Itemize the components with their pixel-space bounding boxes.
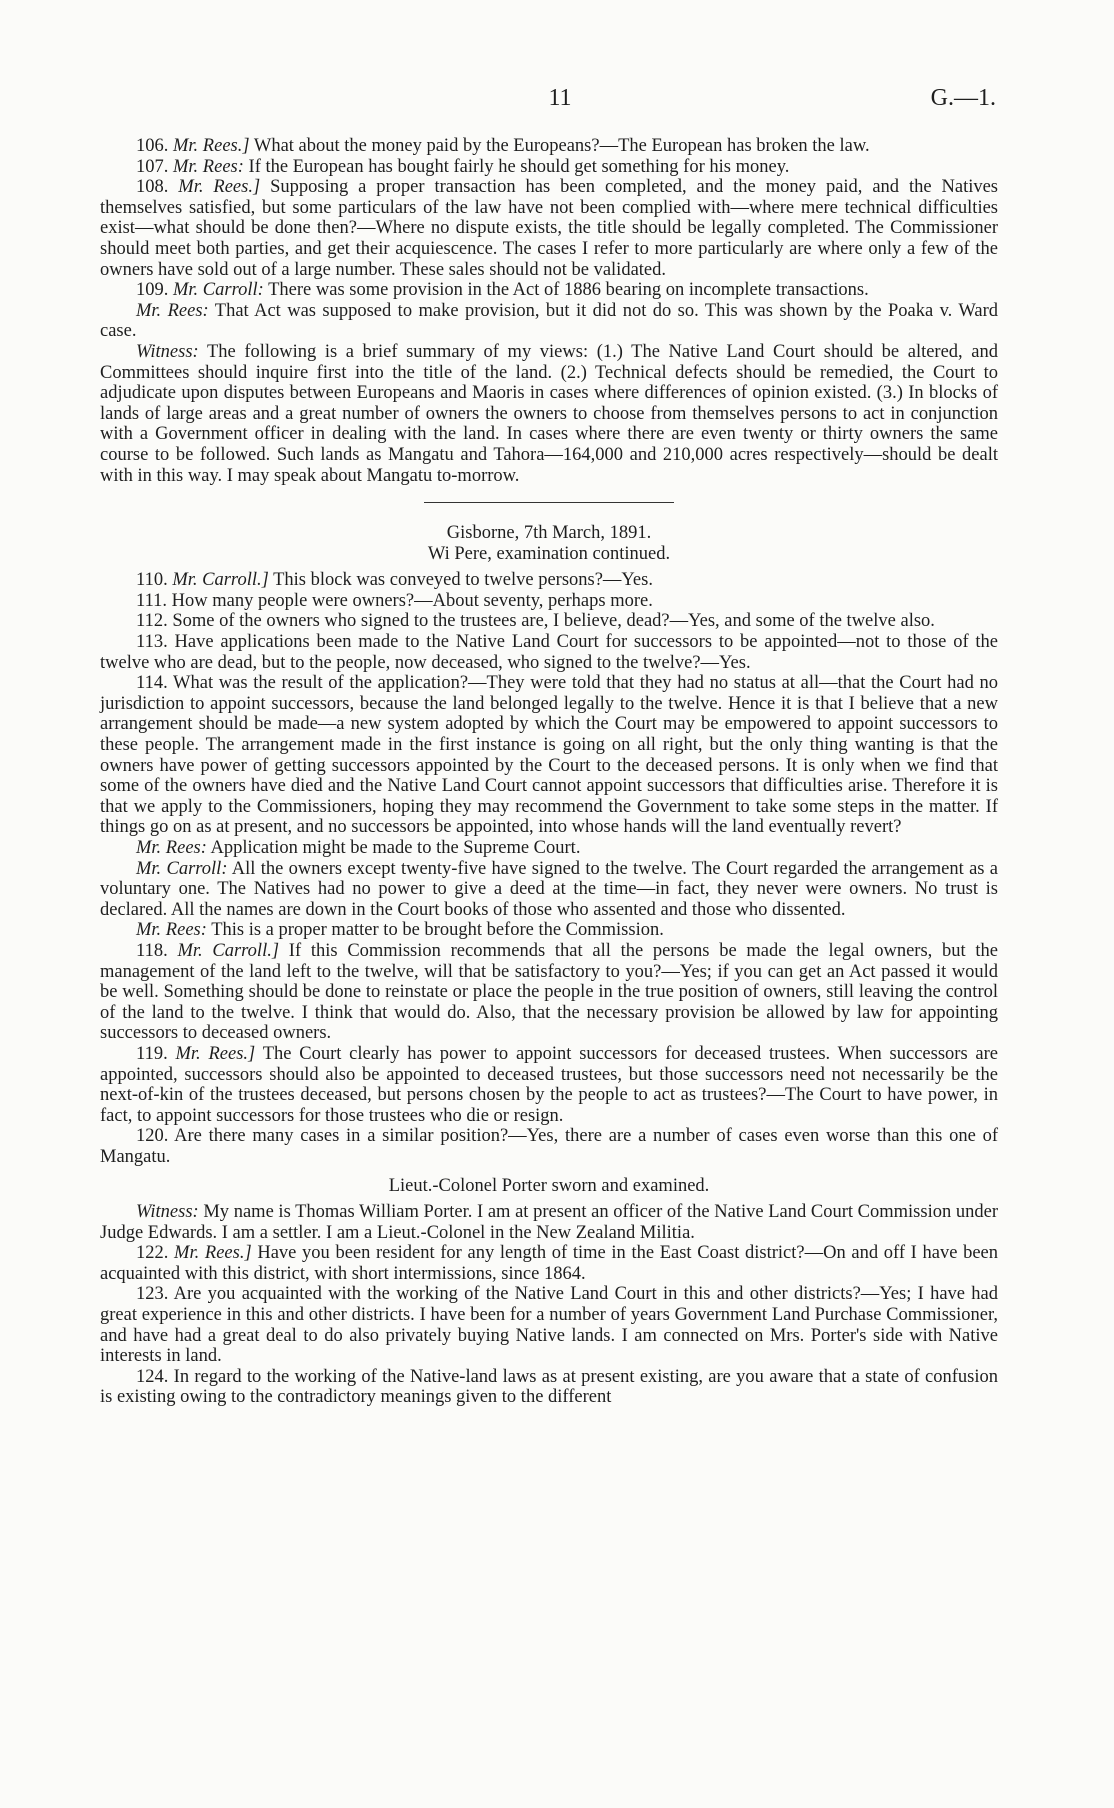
document-reference: G.—1. bbox=[930, 85, 996, 111]
paragraph: 108. Mr. Rees.] Supposing a proper transaction has been completed, and the money paid, and the Natives themselves satisfied, but some particulars of the law have not been complied with—where mere technical difficulties exist—what should be done then?—Where no dispute exists, the title should be legally completed. The Commissioner should meet both parties, and get their acquiescence. The cases I refer to more particularly are where only a few of the owners have sold out of a large number. These sales should not be validated. bbox=[100, 177, 999, 280]
paragraph: 122. Mr. Rees.] Have you been resident for any length of time in the East Coast district?—On and off I have been acquainted with this district, with short intermissions, since 1864. bbox=[100, 1243, 999, 1284]
paragraph: Mr. Carroll: All the owners except twenty-five have signed to the twelve. The Court regarded the arrangement as a voluntary one. The Natives had no power to give a deed at the time—in fact, they never were owners. No trust is declared. All the names are down in the Court books of those who assented and those who dissented. bbox=[100, 858, 998, 920]
page-number: 11 bbox=[548, 85, 572, 111]
paragraph: 124. In regard to the working of the Native-land laws as at present existing, are you aware that a state of confusion is existing owing to the contradictory meanings given to the different bbox=[100, 1366, 999, 1408]
session-place-date: Gisborne, 7th March, 1891. bbox=[446, 523, 652, 544]
paragraph: Mr. Rees: Application might be made to the Supreme Court. bbox=[136, 838, 581, 858]
paragraph: Mr. Rees: This is a proper matter to be brought before the Commission. bbox=[136, 920, 664, 941]
paragraph: 113. Have applications been made to the Native Land Court for successors to be appointed—not to those of the twelve who are dead, but to the people, now deceased, who signed to the twelve?—Yes. bbox=[100, 632, 999, 673]
paragraph: 106. Mr. Rees.] What about the money paid by the Europeans?—The European has broken the law. bbox=[136, 136, 870, 156]
paragraph: 107. Mr. Rees: If the European has bought fairly he should get something for his money. bbox=[136, 156, 790, 177]
session-witness: Wi Pere, examination continued. bbox=[427, 543, 671, 564]
minutes-block-2 bbox=[100, 570, 998, 1167]
document-body bbox=[100, 136, 998, 1408]
paragraph: 111. How many people were owners?—About seventy, perhaps more. bbox=[136, 590, 653, 611]
paragraph: 110. Mr. Carroll.] This block was conveyed to twelve persons?—Yes. bbox=[136, 570, 653, 591]
paragraph: 114. What was the result of the application?—They were told that they had no status at all—that the Court had no jurisdiction to appoint successors, because the land belonged legally to the twelve. Hence it is that I believe that a new arrangement should be made—a new system adopted by which the Court may be empowered to appoint successors to these people. The arrangement made in the first instance is going on all right, but the only thing wanting is that the owners have power of getting successors appointed by the Court to the deceased persons. It is only when we find that some of the owners have died and the Native Land Court cannot appoint successors that difficulties arise. Therefore it is that we apply to the Commissioners, hoping they may recommend the Government to take some steps in the matter. If things go on as at present, and no successors be appointed, into whose hands will the land eventually revert? bbox=[100, 673, 998, 838]
paragraph: 112. Some of the owners who signed to the trustees are, I believe, dead?—Yes, and some of the twelve also. bbox=[136, 611, 935, 632]
paragraph: 120. Are there many cases in a similar position?—Yes, there are a number of cases even worse than this one of Mangatu. bbox=[100, 1126, 998, 1167]
paragraph: Witness: My name is Thomas William Porter. I am at present an officer of the Native Land Court Commission under Judge Edwards. I am a settler. I am a Lieut.-Colonel in the New Zealand Militia. bbox=[100, 1202, 998, 1243]
paragraph: 109. Mr. Carroll: There was some provision in the Act of 1886 bearing on incomplete transactions. bbox=[136, 280, 869, 301]
paragraph: 119. Mr. Rees.] The Court clearly has power to appoint successors for deceased trustees. When successors are appointed, successors should also be appointed to deceased trustees, but those successors need not necessarily be the next-of-kin of the trustees deceased, but persons chosen by the people to act as trustees?—The Court to have power, in fact, to appoint successors for those trustees who die or resign. bbox=[100, 1043, 999, 1126]
minutes-block-3 bbox=[100, 1202, 998, 1408]
section-divider bbox=[424, 502, 674, 503]
paragraph: Witness: The following is a brief summary of my views: (1.) The Native Land Court should be altered, and Committees should inquire first into the title of the land. (2.) Technical defects should be remedied, the Court to adjudicate upon disputes between Europeans and Maoris in cases where differences of opinion existed. (3.) In blocks of lands of large areas and a great number of owners the owners to choose from themselves persons to act in conjunction with a Government officer in dealing with the land. In cases where there are even twenty or thirty owners the same course to be followed. Such lands as Mangatu and Tahora—164,000 and 210,000 acres respectively—should be dealt with in this way. I may speak about Mangatu to-morrow. bbox=[100, 341, 998, 486]
witness-sworn-heading: Lieut.-Colonel Porter sworn and examined. bbox=[388, 1175, 710, 1196]
minutes-block-1 bbox=[100, 136, 998, 486]
paragraph: 118. Mr. Carroll.] If this Commission recommends that all the persons be made the legal owners, but the management of the land left to the twelve, will that be satisfactory to you?—Yes; if you can get an Act passed it would be well. Something should be done to reinstate or place the people in the true position of owners, still leaving the control of the land to the twelve. I think that would do. Also, that the necessary provision be allowed by law for appointing successors to deceased owners. bbox=[100, 940, 999, 1044]
paragraph: 123. Are you acquainted with the working of the Native Land Court in this and other districts?—Yes; I have had great experience in this and other districts. I have been for a number of years Government Land Purchase Commissioner, and have had a great deal to do also privately buying Native lands. I am connected on Mrs. Porter's side with Native interests in land. bbox=[100, 1284, 998, 1367]
paragraph: Mr. Rees: That Act was supposed to make provision, but it did not do so. This was shown by the Poaka v. Ward case. bbox=[100, 300, 998, 342]
